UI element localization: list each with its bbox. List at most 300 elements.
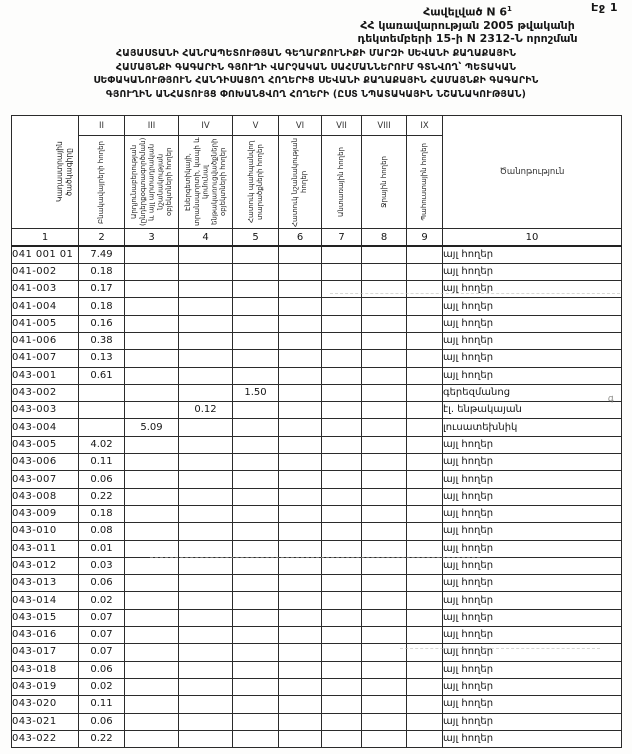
value-cell-col-6 [279, 281, 322, 298]
table-row [12, 557, 622, 574]
cadastral-code-cell: 043-011 [12, 540, 79, 557]
value-cell-col-6 [279, 298, 322, 315]
value-cell-col-2: 0.22 [79, 488, 125, 505]
value-cell-col-2: 0.22 [79, 730, 125, 747]
value-cell-col-4 [179, 332, 233, 349]
value-cell-col-4 [179, 315, 233, 332]
col-num-8: 8 [362, 229, 407, 247]
value-cell-col-4 [179, 540, 233, 557]
column-number-row [12, 229, 622, 247]
value-cell-col-6 [279, 332, 322, 349]
value-cell-col-5 [233, 488, 279, 505]
value-cell-col-5 [233, 246, 279, 263]
value-cell-col-3 [125, 488, 179, 505]
note-cell: այլ հողեր [443, 678, 622, 695]
title-line: ՀԱՄԱՅՆՔԻ ԳԱԳԱՐԻՆ ԳՅՈՒՂԻ ՎԱՐՉԱԿԱՆ ՍԱՀՄԱՆՆԵՐՈՒՄ ԳՏՆՎՈՂ՝ ՊԵՏԱԿԱՆ [115, 61, 517, 73]
value-cell-col-3 [125, 281, 179, 298]
value-cell-col-3 [125, 609, 179, 626]
col-num-3: 3 [125, 229, 179, 247]
value-cell-col-7 [322, 419, 362, 436]
value-cell-col-9 [407, 644, 443, 661]
value-cell-col-3 [125, 540, 179, 557]
col-header-reserve-lands [407, 136, 443, 229]
value-cell-col-4 [179, 419, 233, 436]
value-cell-col-2: 0.13 [79, 350, 125, 367]
cadastral-code-cell: 043-008 [12, 488, 79, 505]
value-cell-col-8 [362, 436, 407, 453]
value-cell-col-8 [362, 315, 407, 332]
col-header-protected-areas-lands [233, 136, 279, 229]
table-row [12, 281, 622, 298]
note-cell: այլ հողեր [443, 609, 622, 626]
value-cell-col-9 [407, 505, 443, 522]
table-row [12, 644, 622, 661]
value-cell-col-4 [179, 713, 233, 730]
value-cell-col-5 [233, 436, 279, 453]
table-row [12, 454, 622, 471]
value-cell-col-2: 0.08 [79, 523, 125, 540]
value-cell-col-7 [322, 367, 362, 384]
value-cell-col-5 [233, 540, 279, 557]
value-cell-col-7 [322, 592, 362, 609]
cadastral-code-cell: 041 001 01 [12, 246, 79, 263]
value-cell-col-9 [407, 350, 443, 367]
value-cell-col-4 [179, 384, 233, 401]
value-cell-col-8 [362, 540, 407, 557]
value-cell-col-4 [179, 436, 233, 453]
appendix-line-3: դեկտեմբերի 15-ի N 2312-Ն որոշման [357, 31, 578, 45]
cadastral-code-cell: 043-004 [12, 419, 79, 436]
scan-artifact-line [400, 648, 600, 649]
value-cell-col-9 [407, 557, 443, 574]
note-cell: լուսատեխնիկ [443, 419, 622, 436]
value-cell-col-9 [407, 627, 443, 644]
note-cell: այլ հողեր [443, 298, 622, 315]
value-cell-col-9 [407, 384, 443, 401]
col-header-label: Պահուստային հողեր [420, 143, 429, 221]
value-cell-col-9 [407, 246, 443, 263]
table-row [12, 505, 622, 522]
note-cell: այլ հողեր [443, 713, 622, 730]
col-num-1: 1 [12, 229, 79, 247]
value-cell-col-2: 0.18 [79, 505, 125, 522]
value-cell-col-3 [125, 246, 179, 263]
note-cell: այլ հողեր [443, 523, 622, 540]
col-header-label: Ջրային հողեր [379, 156, 388, 208]
value-cell-col-9 [407, 471, 443, 488]
value-cell-col-5 [233, 315, 279, 332]
table-row [12, 540, 622, 557]
value-cell-col-4 [179, 592, 233, 609]
value-cell-col-2: 0.01 [79, 540, 125, 557]
value-cell-col-8 [362, 419, 407, 436]
value-cell-col-7 [322, 332, 362, 349]
value-cell-col-2: 0.17 [79, 281, 125, 298]
value-cell-col-9 [407, 281, 443, 298]
table-row [12, 609, 622, 626]
col-header-label: Արդյունաբերության (ընդերքօգտագործման) և այլ արտադրական նշանակության օբյեկտների հողեր [129, 137, 173, 227]
value-cell-col-3 [125, 315, 179, 332]
value-cell-col-2: 0.18 [79, 298, 125, 315]
value-cell-col-5 [233, 557, 279, 574]
table-row [12, 661, 622, 678]
note-cell: այլ հողեր [443, 367, 622, 384]
table-row [12, 678, 622, 695]
value-cell-col-3 [125, 678, 179, 695]
value-cell-col-3 [125, 471, 179, 488]
value-cell-col-8 [362, 557, 407, 574]
value-cell-col-5: 1.50 [233, 384, 279, 401]
value-cell-col-9 [407, 298, 443, 315]
value-cell-col-8 [362, 505, 407, 522]
value-cell-col-6 [279, 488, 322, 505]
note-cell: այլ հողեր [443, 263, 622, 280]
note-cell: այլ հողեր [443, 540, 622, 557]
appendix-reference-block [295, 3, 632, 45]
col-num-5: 5 [233, 229, 279, 247]
value-cell-col-2: 0.07 [79, 609, 125, 626]
col-header-water-lands [362, 136, 407, 229]
value-cell-col-8 [362, 471, 407, 488]
col-num-7: 7 [322, 229, 362, 247]
value-cell-col-6 [279, 696, 322, 713]
note-cell: այլ հողեր [443, 281, 622, 298]
cadastral-code-cell: 041-004 [12, 298, 79, 315]
value-cell-col-8 [362, 678, 407, 695]
value-cell-col-2 [79, 419, 125, 436]
value-cell-col-3 [125, 263, 179, 280]
value-cell-col-3 [125, 696, 179, 713]
value-cell-col-8 [362, 523, 407, 540]
value-cell-col-2: 4.02 [79, 436, 125, 453]
note-cell: այլ հողեր [443, 730, 622, 747]
value-cell-col-6 [279, 436, 322, 453]
note-cell: այլ հողեր [443, 661, 622, 678]
value-cell-col-7 [322, 298, 362, 315]
value-cell-col-5 [233, 575, 279, 592]
value-cell-col-6 [279, 644, 322, 661]
value-cell-col-4 [179, 505, 233, 522]
value-cell-col-5 [233, 627, 279, 644]
value-cell-col-3 [125, 627, 179, 644]
table-row [12, 315, 622, 332]
note-cell: էլ. ենթակայան [443, 402, 622, 419]
value-cell-col-6 [279, 575, 322, 592]
value-cell-col-5 [233, 454, 279, 471]
value-cell-col-2: 0.02 [79, 592, 125, 609]
handwritten-margin-mark: գ [607, 393, 615, 405]
value-cell-col-9 [407, 332, 443, 349]
value-cell-col-3 [125, 575, 179, 592]
value-cell-col-8 [362, 661, 407, 678]
col-num-6: 6 [279, 229, 322, 247]
value-cell-col-5 [233, 419, 279, 436]
table-row [12, 488, 622, 505]
value-cell-col-7 [322, 488, 362, 505]
value-cell-col-4 [179, 246, 233, 263]
value-cell-col-9 [407, 661, 443, 678]
value-cell-col-7 [322, 471, 362, 488]
value-cell-col-7 [322, 557, 362, 574]
value-cell-col-9 [407, 436, 443, 453]
value-cell-col-5 [233, 281, 279, 298]
value-cell-col-7 [322, 627, 362, 644]
value-cell-col-4 [179, 367, 233, 384]
value-cell-col-5 [233, 350, 279, 367]
value-cell-col-7 [322, 713, 362, 730]
value-cell-col-9 [407, 488, 443, 505]
value-cell-col-3 [125, 661, 179, 678]
cadastral-code-cell: 041-007 [12, 350, 79, 367]
col-num-4: 4 [179, 229, 233, 247]
col-num-2: 2 [79, 229, 125, 247]
value-cell-col-6 [279, 315, 322, 332]
value-cell-col-9 [407, 609, 443, 626]
value-cell-col-7 [322, 661, 362, 678]
value-cell-col-4 [179, 730, 233, 747]
col-num-10: 10 [443, 229, 622, 247]
value-cell-col-3 [125, 557, 179, 574]
value-cell-col-2: 0.07 [79, 627, 125, 644]
col-header-note: Ծանոթություն [443, 116, 622, 229]
value-cell-col-3 [125, 384, 179, 401]
value-cell-col-6 [279, 246, 322, 263]
value-cell-col-9 [407, 367, 443, 384]
cadastral-code-cell: 043-005 [12, 436, 79, 453]
roman-VII: VII [322, 116, 362, 136]
col-header-cadastral-code-label: Կադաստրային ծածկագիրը [55, 141, 74, 203]
value-cell-col-4 [179, 281, 233, 298]
value-cell-col-6 [279, 557, 322, 574]
value-cell-col-7 [322, 575, 362, 592]
value-cell-col-6 [279, 367, 322, 384]
note-cell: այլ հողեր [443, 592, 622, 609]
cadastral-code-cell: 043-013 [12, 575, 79, 592]
value-cell-col-8 [362, 730, 407, 747]
value-cell-col-3 [125, 436, 179, 453]
table-row [12, 263, 622, 280]
value-cell-col-6 [279, 454, 322, 471]
value-cell-col-5 [233, 402, 279, 419]
appendix-line-2: ՀՀ կառավարության 2005 թվականի [360, 18, 575, 32]
col-header-industrial-lands [125, 136, 179, 229]
table-row [12, 436, 622, 453]
roman-numeral-row [12, 116, 622, 136]
value-cell-col-5 [233, 332, 279, 349]
value-cell-col-2 [79, 402, 125, 419]
value-cell-col-9 [407, 454, 443, 471]
value-cell-col-5 [233, 298, 279, 315]
value-cell-col-2: 0.11 [79, 696, 125, 713]
title-line: ԳՅՈՒՂԻՆ ԱՆՀԱՏՈՒՅՑ ՓՈԽԱՆՑՎՈՂ ՀՈՂԵՐԻ (ԸՍՏ ՆՊԱՏԱԿԱՅԻՆ ՆՇԱՆԱԿՈՒԹՅԱՆ) [105, 88, 527, 100]
roman-VI: VI [279, 116, 322, 136]
value-cell-col-9 [407, 713, 443, 730]
col-header-label: Հատուկ նշանակության հողեր [291, 137, 308, 227]
value-cell-col-6 [279, 419, 322, 436]
value-cell-col-9 [407, 730, 443, 747]
value-cell-col-6 [279, 523, 322, 540]
value-cell-col-2: 0.38 [79, 332, 125, 349]
value-cell-col-2: 0.07 [79, 644, 125, 661]
value-cell-col-8 [362, 350, 407, 367]
value-cell-col-4 [179, 661, 233, 678]
value-cell-col-6 [279, 350, 322, 367]
value-cell-col-6 [279, 592, 322, 609]
value-cell-col-3 [125, 505, 179, 522]
scan-artifact-line [150, 557, 480, 558]
value-cell-col-8 [362, 575, 407, 592]
value-cell-col-4 [179, 488, 233, 505]
value-cell-col-8 [362, 627, 407, 644]
note-cell: այլ հողեր [443, 696, 622, 713]
value-cell-col-4 [179, 454, 233, 471]
cadastral-code-cell: 043-009 [12, 505, 79, 522]
roman-IV: IV [179, 116, 233, 136]
value-cell-col-8 [362, 246, 407, 263]
table-row [12, 332, 622, 349]
value-cell-col-3 [125, 523, 179, 540]
value-cell-col-4 [179, 627, 233, 644]
col-header-forest-lands [322, 136, 362, 229]
table-body [12, 246, 622, 748]
table-row [12, 298, 622, 315]
note-cell: այլ հողեր [443, 627, 622, 644]
value-cell-col-4 [179, 471, 233, 488]
value-cell-col-9 [407, 402, 443, 419]
value-cell-col-8 [362, 454, 407, 471]
value-cell-col-8 [362, 488, 407, 505]
note-cell: այլ հողեր [443, 350, 622, 367]
cadastral-code-cell: 043-021 [12, 713, 79, 730]
roman-V: V [233, 116, 279, 136]
value-cell-col-9 [407, 575, 443, 592]
col-header-special-purpose-lands [279, 136, 322, 229]
cadastral-code-cell: 043-001 [12, 367, 79, 384]
value-cell-col-4 [179, 696, 233, 713]
cadastral-code-cell: 043-006 [12, 454, 79, 471]
note-cell: այլ հողեր [443, 488, 622, 505]
value-cell-col-3 [125, 350, 179, 367]
cadastral-code-cell: 041-005 [12, 315, 79, 332]
value-cell-col-3 [125, 730, 179, 747]
value-cell-col-8 [362, 298, 407, 315]
value-cell-col-7 [322, 246, 362, 263]
note-cell: այլ հողեր [443, 505, 622, 522]
cadastral-code-cell: 043-002 [12, 384, 79, 401]
value-cell-col-6 [279, 713, 322, 730]
value-cell-col-3 [125, 367, 179, 384]
value-cell-col-4 [179, 609, 233, 626]
value-cell-col-5 [233, 471, 279, 488]
value-cell-col-2: 0.61 [79, 367, 125, 384]
value-cell-col-5 [233, 263, 279, 280]
value-cell-col-6 [279, 402, 322, 419]
value-cell-col-8 [362, 609, 407, 626]
col-num-9: 9 [407, 229, 443, 247]
value-cell-col-5 [233, 609, 279, 626]
value-cell-col-4 [179, 557, 233, 574]
value-cell-col-2: 0.11 [79, 454, 125, 471]
value-cell-col-7 [322, 730, 362, 747]
value-cell-col-2: 0.16 [79, 315, 125, 332]
value-cell-col-5 [233, 678, 279, 695]
note-cell: այլ հողեր [443, 557, 622, 574]
value-cell-col-5 [233, 367, 279, 384]
value-cell-col-5 [233, 644, 279, 661]
value-cell-col-2: 0.06 [79, 713, 125, 730]
value-cell-col-2: 0.03 [79, 557, 125, 574]
value-cell-col-7 [322, 644, 362, 661]
value-cell-col-7 [322, 678, 362, 695]
table-row [12, 350, 622, 367]
col-header-label: Բնակավայրերի հողեր [97, 140, 106, 224]
value-cell-col-3 [125, 332, 179, 349]
value-cell-col-7 [322, 436, 362, 453]
col-header-label: Հատուկ պահպանվող տարածքների հողեր [246, 140, 264, 224]
value-cell-col-8 [362, 332, 407, 349]
value-cell-col-5 [233, 713, 279, 730]
cadastral-code-cell: 043-017 [12, 644, 79, 661]
value-cell-col-7 [322, 402, 362, 419]
value-cell-col-4 [179, 523, 233, 540]
value-cell-col-3 [125, 298, 179, 315]
title-line: ՀԱՅԱՍՏԱՆԻ ՀԱՆՐԱՊԵՏՈՒԹՅԱՆ ԳԵՂԱՐՔՈՒՆԻՔԻ ՄԱՐԶԻ ՍԵՎԱՆԻ ՔԱՂԱՔԱՅԻՆ [115, 48, 517, 59]
table-row [12, 402, 622, 419]
table-row [12, 575, 622, 592]
cadastral-code-cell: 043-022 [12, 730, 79, 747]
col-header-settlement-lands [79, 136, 125, 229]
value-cell-col-9 [407, 678, 443, 695]
cadastral-code-cell: 043-018 [12, 661, 79, 678]
value-cell-col-9 [407, 315, 443, 332]
value-cell-col-7 [322, 350, 362, 367]
value-cell-col-4: 0.12 [179, 402, 233, 419]
note-cell: այլ հողեր [443, 332, 622, 349]
value-cell-col-3 [125, 402, 179, 419]
value-cell-col-8 [362, 592, 407, 609]
value-cell-col-7 [322, 609, 362, 626]
value-cell-col-2: 0.02 [79, 678, 125, 695]
value-cell-col-7 [322, 281, 362, 298]
value-cell-col-6 [279, 730, 322, 747]
value-cell-col-2: 0.18 [79, 263, 125, 280]
table-row [12, 367, 622, 384]
value-cell-col-4 [179, 644, 233, 661]
value-cell-col-8 [362, 367, 407, 384]
table-row [12, 592, 622, 609]
col-header-cadastral-code [12, 116, 79, 229]
table-row [12, 713, 622, 730]
value-cell-col-6 [279, 661, 322, 678]
value-cell-col-9 [407, 419, 443, 436]
document-title [10, 47, 622, 101]
note-cell: այլ հողեր [443, 454, 622, 471]
table-row [12, 384, 622, 401]
value-cell-col-5 [233, 730, 279, 747]
value-cell-col-9 [407, 696, 443, 713]
cadastral-code-cell: 043-007 [12, 471, 79, 488]
value-cell-col-4 [179, 678, 233, 695]
cadastral-code-cell: 043-016 [12, 627, 79, 644]
note-cell: այլ հողեր [443, 315, 622, 332]
value-cell-col-6 [279, 505, 322, 522]
roman-III: III [125, 116, 179, 136]
value-cell-col-6 [279, 540, 322, 557]
table-row [12, 523, 622, 540]
value-cell-col-8 [362, 713, 407, 730]
value-cell-col-6 [279, 263, 322, 280]
value-cell-col-3 [125, 713, 179, 730]
